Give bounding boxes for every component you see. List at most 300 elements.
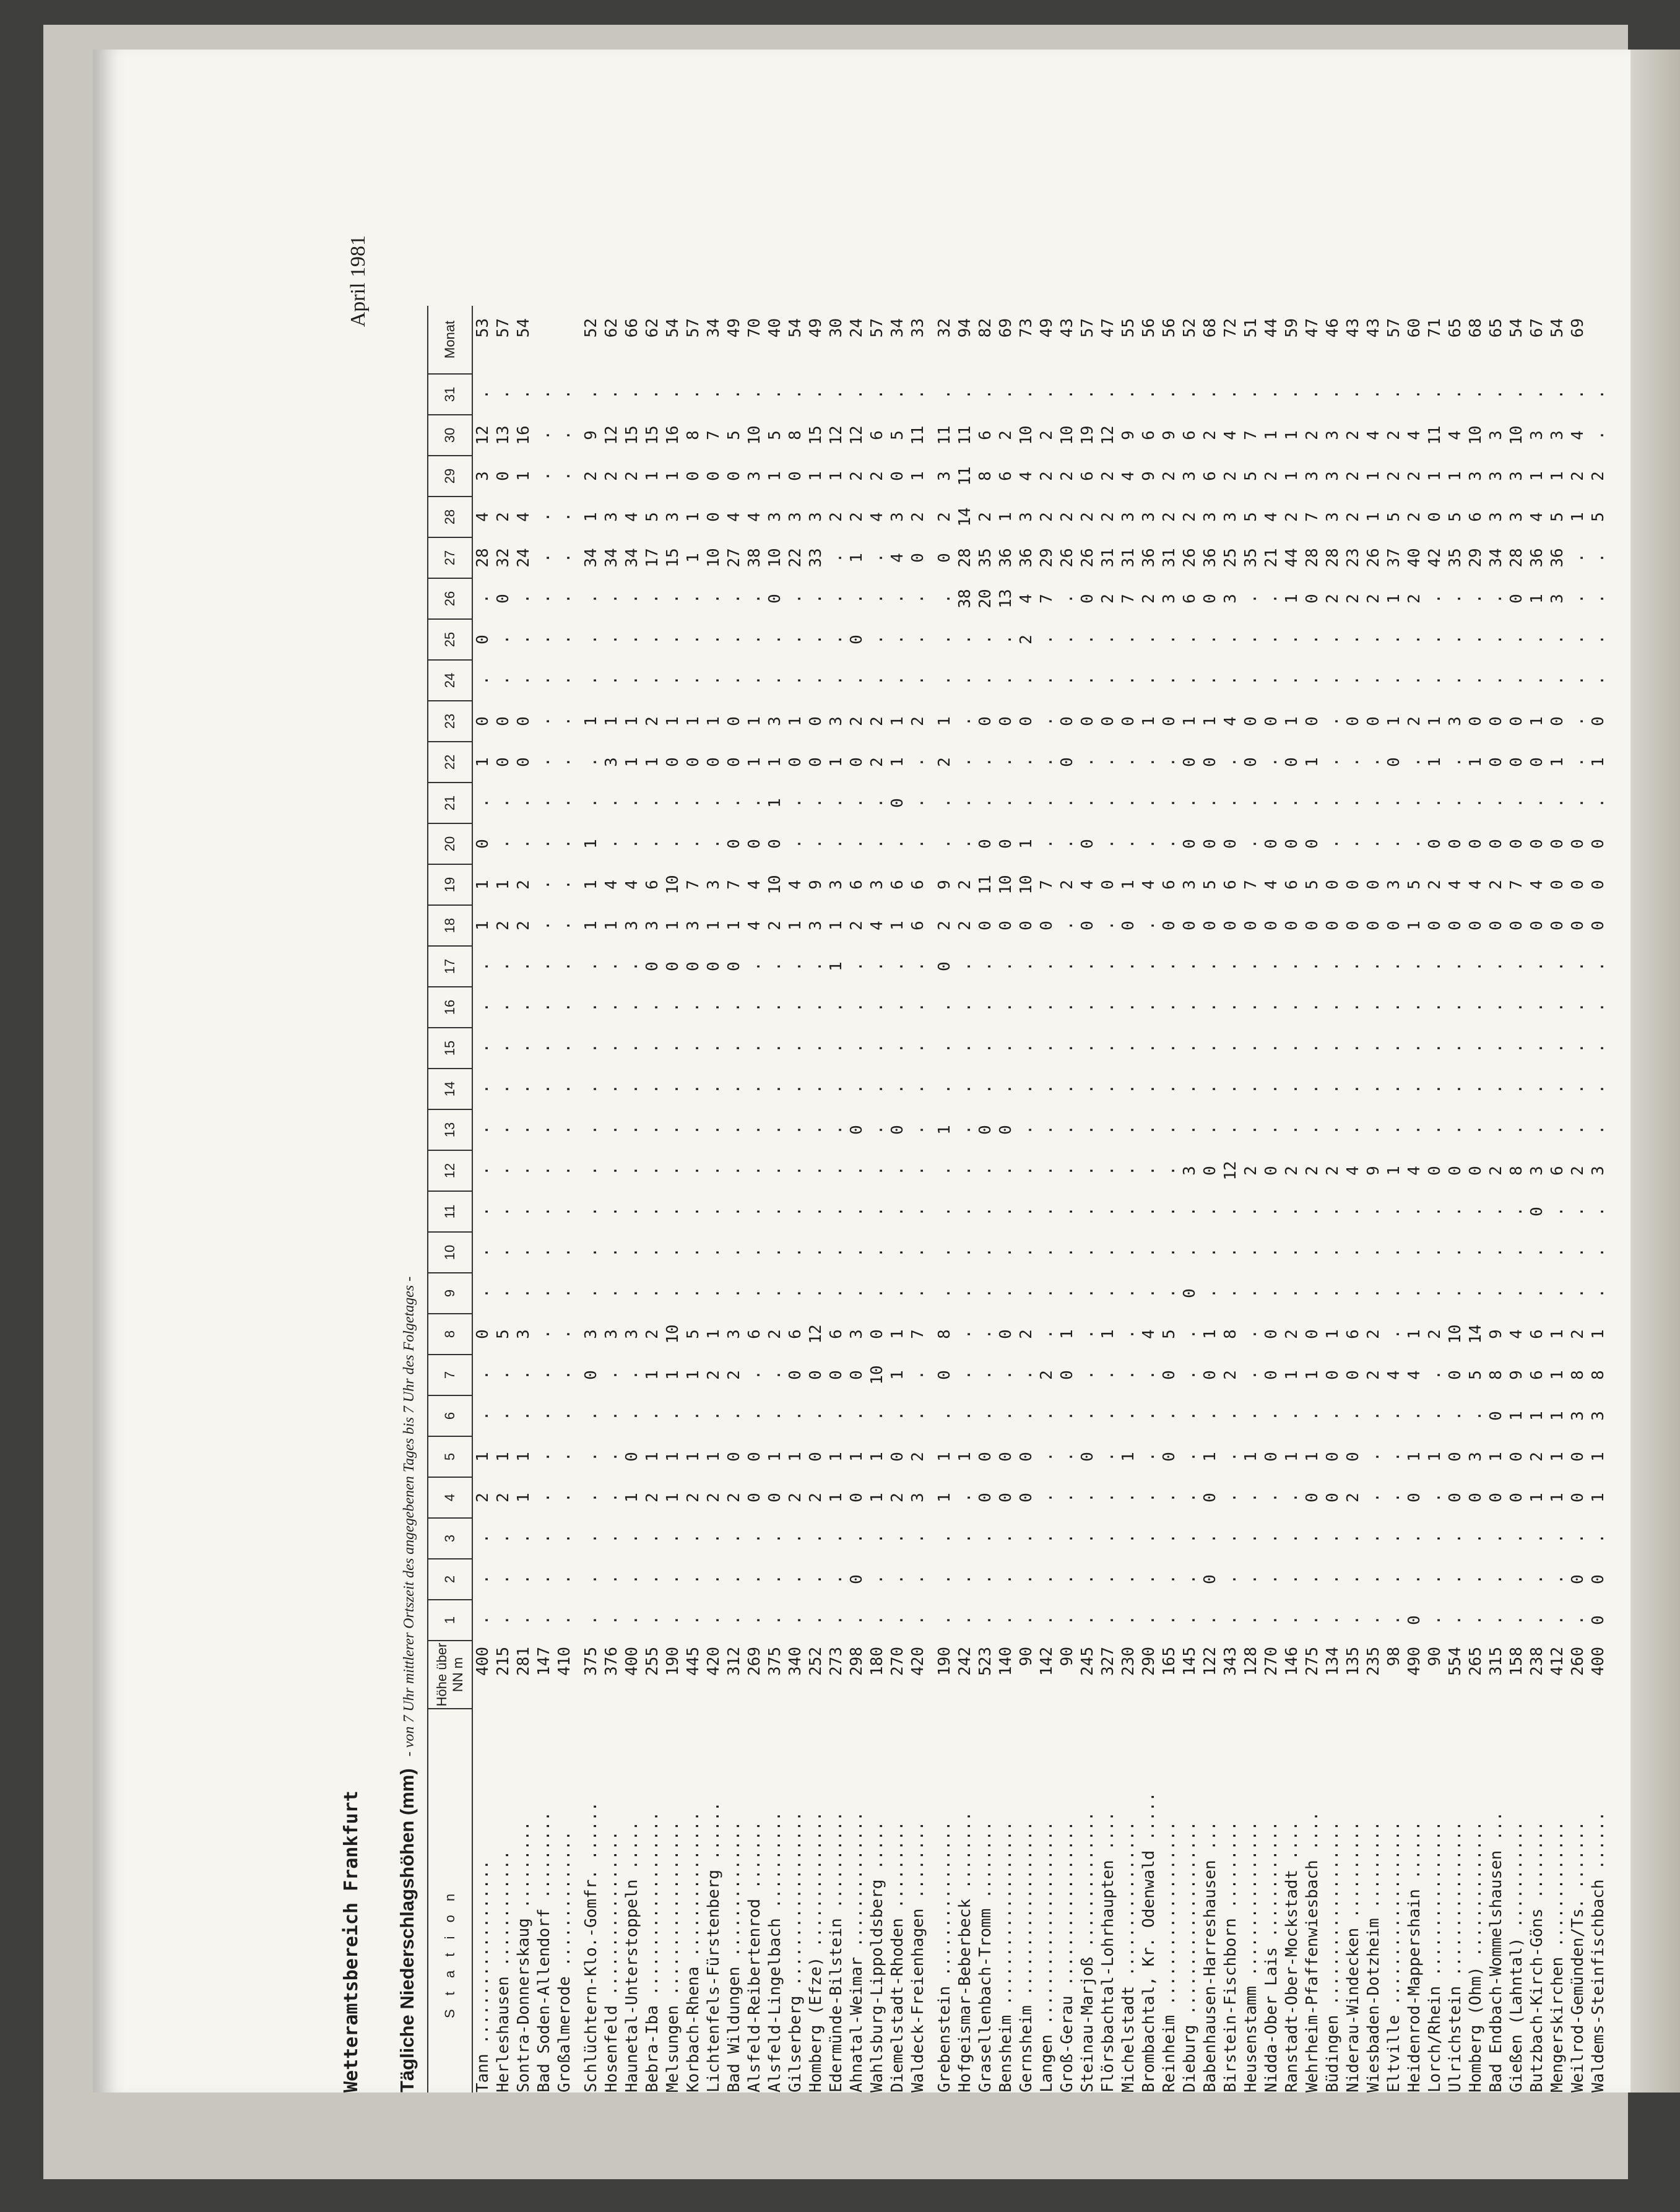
day-value: .: [956, 1411, 974, 1421]
day-value: .: [494, 1043, 513, 1053]
month-total: 57: [494, 318, 513, 338]
day-value: .: [1446, 1574, 1465, 1584]
day-value: .: [704, 839, 723, 849]
day-value: .: [1160, 1533, 1179, 1543]
day-value: 23: [1344, 548, 1362, 568]
day-value: .: [1466, 635, 1485, 644]
title-line: [396, 1277, 418, 2093]
day-value: .: [1548, 389, 1567, 399]
day-value: .: [827, 1043, 846, 1053]
day-value: 4: [1385, 1370, 1403, 1380]
day-value: .: [1201, 1043, 1219, 1053]
day-value: .: [1487, 594, 1505, 604]
day-value: 2: [1344, 430, 1362, 440]
day-value: .: [1344, 1207, 1362, 1217]
day-value: .: [725, 1002, 743, 1012]
day-value: 0: [807, 1452, 825, 1462]
table-row: [534, 306, 555, 2093]
day-value: 2: [582, 471, 600, 481]
day-value: 4: [623, 512, 641, 522]
day-value: 1: [704, 921, 723, 930]
table-row: [1527, 306, 1548, 2093]
day-value: 5: [766, 430, 784, 440]
day-value: .: [704, 594, 723, 604]
day-value: 2: [868, 716, 886, 726]
day-value: .: [1303, 1043, 1322, 1053]
day-value: .: [725, 798, 743, 808]
day-value: .: [807, 798, 825, 808]
day-value: .: [1446, 594, 1465, 604]
day-value: 3: [1589, 1411, 1608, 1421]
day-value: .: [725, 594, 743, 604]
day-value: .: [494, 1207, 513, 1217]
day-value: .: [725, 1411, 743, 1421]
day-value: .: [827, 594, 846, 604]
day-value: .: [1017, 961, 1036, 971]
day-value: 3: [766, 716, 784, 726]
day-value: .: [1569, 757, 1587, 767]
day-value: .: [766, 1084, 784, 1094]
day-value: .: [1466, 389, 1485, 399]
day-value: 6: [909, 880, 927, 890]
day-value: .: [847, 1207, 866, 1217]
day-value: 15: [623, 425, 641, 445]
day-value: .: [888, 1166, 907, 1176]
station-name: Ranstadt-Ober-Mockstadt ....: [1283, 1821, 1301, 2093]
day-value: 0: [1119, 921, 1138, 930]
day-value: 6: [1466, 512, 1485, 522]
day-value: 8: [1507, 1166, 1526, 1176]
day-value: 0: [1569, 839, 1587, 849]
day-value: .: [1262, 1247, 1281, 1257]
day-value: .: [535, 1288, 553, 1298]
day-value: .: [827, 1288, 846, 1298]
day-value: .: [1283, 1574, 1301, 1584]
day-value: 1: [766, 757, 784, 767]
day-value: .: [1446, 1207, 1465, 1217]
station-name: Herleshausen ............: [494, 1850, 513, 2093]
day-value: .: [623, 1615, 641, 1625]
month-total: 40: [766, 318, 784, 338]
day-value: 3: [786, 512, 805, 522]
day-value: .: [1180, 1452, 1199, 1462]
day-value: .: [847, 1533, 866, 1543]
day-value: .: [1323, 1574, 1342, 1584]
station-altitude: 269: [745, 1647, 764, 1676]
day-value: .: [1058, 1452, 1076, 1462]
day-value: 0: [745, 1493, 764, 1503]
day-value: .: [1037, 1452, 1056, 1462]
day-value: 2: [704, 1493, 723, 1503]
day-value: 3: [935, 471, 954, 481]
day-value: .: [555, 1615, 574, 1625]
day-value: 34: [623, 548, 641, 568]
day-value: 1: [494, 880, 513, 890]
day-value: .: [1487, 1002, 1505, 1012]
day-value: 10: [766, 548, 784, 568]
day-value: 3: [602, 757, 621, 767]
day-value: .: [555, 553, 574, 563]
day-value: .: [1364, 1288, 1383, 1298]
day-value: 1: [745, 716, 764, 726]
day-value: 1: [474, 757, 492, 767]
day-value: 0: [1344, 1452, 1362, 1462]
day-value: .: [766, 1411, 784, 1421]
day-value: 0: [1058, 757, 1076, 767]
day-value: .: [766, 1166, 784, 1176]
day-value: .: [1303, 1533, 1322, 1543]
day-value: .: [1303, 1247, 1322, 1257]
table-row: [1302, 306, 1323, 2093]
day-value: .: [1426, 1207, 1444, 1217]
day-value: .: [1548, 675, 1567, 685]
day-value: .: [1466, 1288, 1485, 1298]
day-value: .: [956, 1288, 974, 1298]
day-value: .: [1180, 1207, 1199, 1217]
day-value: .: [494, 1615, 513, 1625]
day-value: 0: [1528, 839, 1546, 849]
station-altitude: 215: [494, 1647, 513, 1676]
day-value: .: [535, 880, 553, 890]
day-value: .: [1017, 1166, 1036, 1176]
day-value: 1: [888, 921, 907, 930]
day-value: 3: [1487, 512, 1505, 522]
day-value: 1: [1548, 1493, 1567, 1503]
day-value: .: [602, 635, 621, 644]
day-value: 0: [786, 471, 805, 481]
day-value: 3: [643, 921, 662, 930]
day-value: 0: [1323, 1370, 1342, 1380]
day-value: 9: [1119, 430, 1138, 440]
day-value: .: [888, 635, 907, 644]
day-value: 1: [1548, 471, 1567, 481]
day-value: 2: [1569, 1329, 1587, 1339]
day-value: .: [1303, 798, 1322, 808]
day-value: .: [1180, 1329, 1199, 1339]
day-value: .: [535, 1533, 553, 1543]
day-value: .: [684, 1247, 703, 1257]
day-value: .: [664, 389, 682, 399]
day-value: .: [555, 839, 574, 849]
day-value: 9: [807, 880, 825, 890]
day-value: .: [494, 389, 513, 399]
month-total: 34: [704, 318, 723, 338]
day-value: .: [1364, 798, 1383, 808]
station-name: Grebenstein ................: [935, 1821, 954, 2093]
day-value: .: [514, 1084, 533, 1094]
day-value: 0: [1446, 921, 1465, 930]
day-value: .: [766, 1043, 784, 1053]
day-value: 1: [888, 1370, 907, 1380]
day-value: .: [704, 1125, 723, 1135]
day-value: .: [725, 635, 743, 644]
day-value: .: [1589, 1084, 1608, 1094]
day-value: .: [1364, 1533, 1383, 1543]
day-value: .: [1569, 635, 1587, 644]
day-value: .: [494, 675, 513, 685]
day-value: .: [602, 1370, 621, 1380]
station-name: Tann ...................: [474, 1860, 492, 2093]
day-value: .: [847, 389, 866, 399]
day-value: 1: [1119, 1452, 1138, 1462]
day-value: .: [555, 1574, 574, 1584]
day-value: 0: [684, 961, 703, 971]
day-value: 3: [1221, 512, 1240, 522]
table-row: [1221, 306, 1241, 2093]
station-altitude: 554: [1446, 1647, 1465, 1676]
day-value: 3: [1466, 1452, 1485, 1462]
day-value: .: [1385, 1411, 1403, 1421]
day-value: .: [1426, 1411, 1444, 1421]
day-value: .: [514, 961, 533, 971]
station-name: Büdingen ...................: [1323, 1821, 1342, 2093]
day-value: 1: [935, 1125, 954, 1135]
day-value: .: [1589, 1533, 1608, 1543]
day-value: .: [1221, 757, 1240, 767]
day-value: .: [976, 1002, 995, 1012]
day-value: .: [745, 1247, 764, 1257]
day-value: .: [1078, 1370, 1097, 1380]
day-value: .: [1569, 553, 1587, 563]
day-value: 2: [1364, 1329, 1383, 1339]
day-value: .: [555, 1452, 574, 1462]
day-value: .: [1058, 798, 1076, 808]
day-value: .: [474, 594, 492, 604]
day-value: .: [1078, 1493, 1097, 1503]
day-value: .: [623, 1288, 641, 1298]
day-value: .: [494, 1084, 513, 1094]
day-value: .: [766, 635, 784, 644]
day-value: .: [1058, 635, 1076, 644]
day-value: .: [1099, 1452, 1117, 1462]
day-value: .: [1446, 1084, 1465, 1094]
day-value: .: [935, 1574, 954, 1584]
day-value: .: [1180, 675, 1199, 685]
day-value: .: [602, 1084, 621, 1094]
day-value: .: [1160, 757, 1179, 767]
day-value: .: [1323, 716, 1342, 726]
day-value: .: [684, 1574, 703, 1584]
day-value: .: [704, 675, 723, 685]
precipitation-table: [427, 306, 1609, 2093]
day-value: 4: [514, 512, 533, 522]
day-value: .: [1119, 635, 1138, 644]
day-value: .: [1262, 1493, 1281, 1503]
month-total: [1588, 306, 1609, 374]
day-value: .: [847, 1084, 866, 1094]
day-value: .: [1221, 798, 1240, 808]
day-value: 1: [827, 921, 846, 930]
day-value: .: [555, 716, 574, 726]
day-value: .: [935, 1084, 954, 1094]
table-subtitle: - von 7 Uhr mittlerer Ortszeit des angegebenen Tages bis 7 Uhr des Folgetages -: [401, 1276, 417, 1757]
month-total: 57: [684, 318, 703, 338]
day-value: .: [1058, 1288, 1076, 1298]
day-value: .: [1058, 675, 1076, 685]
day-value: .: [1037, 389, 1056, 399]
day-value: .: [602, 1043, 621, 1053]
day-value: .: [494, 798, 513, 808]
day-value: 1: [514, 1493, 533, 1503]
day-value: .: [1466, 961, 1485, 971]
day-value: .: [807, 1002, 825, 1012]
day-value: 1: [1528, 1493, 1546, 1503]
day-value: .: [1303, 1411, 1322, 1421]
station-name: Großalmerode ..............: [555, 1831, 574, 2093]
day-value: 16: [664, 425, 682, 445]
day-value: .: [888, 594, 907, 604]
day-value: .: [807, 1166, 825, 1176]
month-total: 54: [514, 318, 533, 338]
day-value: 2: [1037, 512, 1056, 522]
day-value: 1: [807, 471, 825, 481]
day-value: .: [1160, 1574, 1179, 1584]
day-value: .: [888, 1084, 907, 1094]
day-value: 7: [725, 880, 743, 890]
day-value: 8: [935, 1329, 954, 1339]
day-value: 7: [1242, 880, 1260, 890]
day-value: .: [868, 1533, 886, 1543]
day-value: 10: [1507, 425, 1526, 445]
day-value: .: [514, 1166, 533, 1176]
day-value: .: [582, 1207, 600, 1217]
day-value: .: [956, 961, 974, 971]
day-value: 4: [1569, 430, 1587, 440]
day-value: 0: [745, 839, 764, 849]
day-value: 5: [1589, 512, 1608, 522]
day-value: .: [535, 1452, 553, 1462]
day-value: .: [1201, 1411, 1219, 1421]
day-value: .: [888, 1615, 907, 1625]
day-value: .: [535, 471, 553, 481]
day-value: 6: [1528, 1329, 1546, 1339]
day-value: 0: [474, 839, 492, 849]
day-value: .: [725, 1247, 743, 1257]
table-row: [1425, 306, 1445, 2093]
day-value: .: [494, 1002, 513, 1012]
day-value: 0: [1364, 716, 1383, 726]
day-value: 4: [1140, 880, 1158, 890]
day-value: 0: [1078, 921, 1097, 930]
day-value: 6: [1283, 880, 1301, 890]
table-row: [683, 306, 704, 2093]
station-altitude: 242: [956, 1647, 974, 1676]
month-total: 49: [1037, 318, 1056, 338]
month-total: 33: [909, 318, 927, 338]
day-value: .: [1344, 1002, 1362, 1012]
day-value: 2: [1283, 1166, 1301, 1176]
day-value: .: [1037, 1043, 1056, 1053]
day-value: .: [1242, 839, 1260, 849]
day-value: 1: [868, 1493, 886, 1503]
day-value: 10: [704, 548, 723, 568]
day-value: 6: [1548, 1166, 1567, 1176]
day-value: .: [704, 1043, 723, 1053]
day-value: .: [1058, 594, 1076, 604]
station-name: Hosenfeld .................: [602, 1831, 621, 2093]
day-value: 2: [1303, 1166, 1322, 1176]
station-altitude: 490: [1405, 1647, 1424, 1676]
day-value: .: [555, 675, 574, 685]
day-header-9: 9: [428, 1273, 472, 1314]
day-value: .: [1180, 1125, 1199, 1135]
day-value: .: [1037, 635, 1056, 644]
day-value: 15: [643, 425, 662, 445]
day-value: .: [1323, 1125, 1342, 1135]
table-row: [955, 306, 976, 2093]
day-value: .: [1221, 1247, 1240, 1257]
day-value: .: [1385, 1574, 1403, 1584]
day-value: 2: [868, 757, 886, 767]
day-value: .: [535, 1370, 553, 1380]
day-value: 10: [997, 875, 1015, 895]
period-label: April 1981: [347, 235, 370, 327]
day-value: 3: [474, 471, 492, 481]
day-value: 1: [1283, 716, 1301, 726]
day-value: .: [1058, 1166, 1076, 1176]
day-value: .: [1303, 961, 1322, 971]
day-value: .: [1058, 1533, 1076, 1543]
day-value: .: [1242, 635, 1260, 644]
day-value: 1: [827, 471, 846, 481]
day-value: 0: [1262, 716, 1281, 726]
station-altitude: 230: [1119, 1647, 1138, 1676]
day-value: 2: [1364, 1370, 1383, 1380]
day-value: .: [997, 798, 1015, 808]
day-value: 2: [1323, 1166, 1342, 1176]
day-value: 0: [1017, 1493, 1036, 1503]
day-value: 7: [909, 1329, 927, 1339]
day-value: .: [935, 1166, 954, 1176]
day-value: 0: [1099, 880, 1117, 890]
day-value: .: [868, 1247, 886, 1257]
day-value: 12: [602, 425, 621, 445]
day-value: .: [474, 798, 492, 808]
day-value: .: [868, 1615, 886, 1625]
day-value: 0: [725, 839, 743, 849]
day-value: .: [956, 1533, 974, 1543]
day-value: .: [1119, 1615, 1138, 1625]
station-altitude: 235: [1364, 1647, 1383, 1676]
day-value: .: [976, 1043, 995, 1053]
day-value: 1: [1303, 1452, 1322, 1462]
day-value: 0: [1589, 880, 1608, 890]
day-value: 1: [935, 1493, 954, 1503]
day-value: 2: [1405, 512, 1424, 522]
day-value: 0: [1446, 1452, 1465, 1462]
day-value: 4: [1528, 880, 1546, 890]
day-value: 0: [1160, 921, 1179, 930]
day-value: 0: [1078, 839, 1097, 849]
day-value: 1: [582, 921, 600, 930]
day-value: 2: [494, 512, 513, 522]
day-value: .: [1078, 1574, 1097, 1584]
day-value: .: [602, 1166, 621, 1176]
day-value: .: [786, 1615, 805, 1625]
table-row: [1262, 306, 1282, 2093]
day-value: 4: [1405, 1166, 1424, 1176]
day-value: .: [1344, 1288, 1362, 1298]
day-value: .: [1160, 1166, 1179, 1176]
day-value: .: [1344, 1574, 1362, 1584]
day-value: .: [623, 798, 641, 808]
station-altitude: 180: [868, 1647, 886, 1676]
day-value: 0: [514, 757, 533, 767]
day-value: .: [1405, 635, 1424, 644]
day-value: .: [1487, 961, 1505, 971]
day-value: .: [1160, 389, 1179, 399]
day-value: .: [535, 839, 553, 849]
